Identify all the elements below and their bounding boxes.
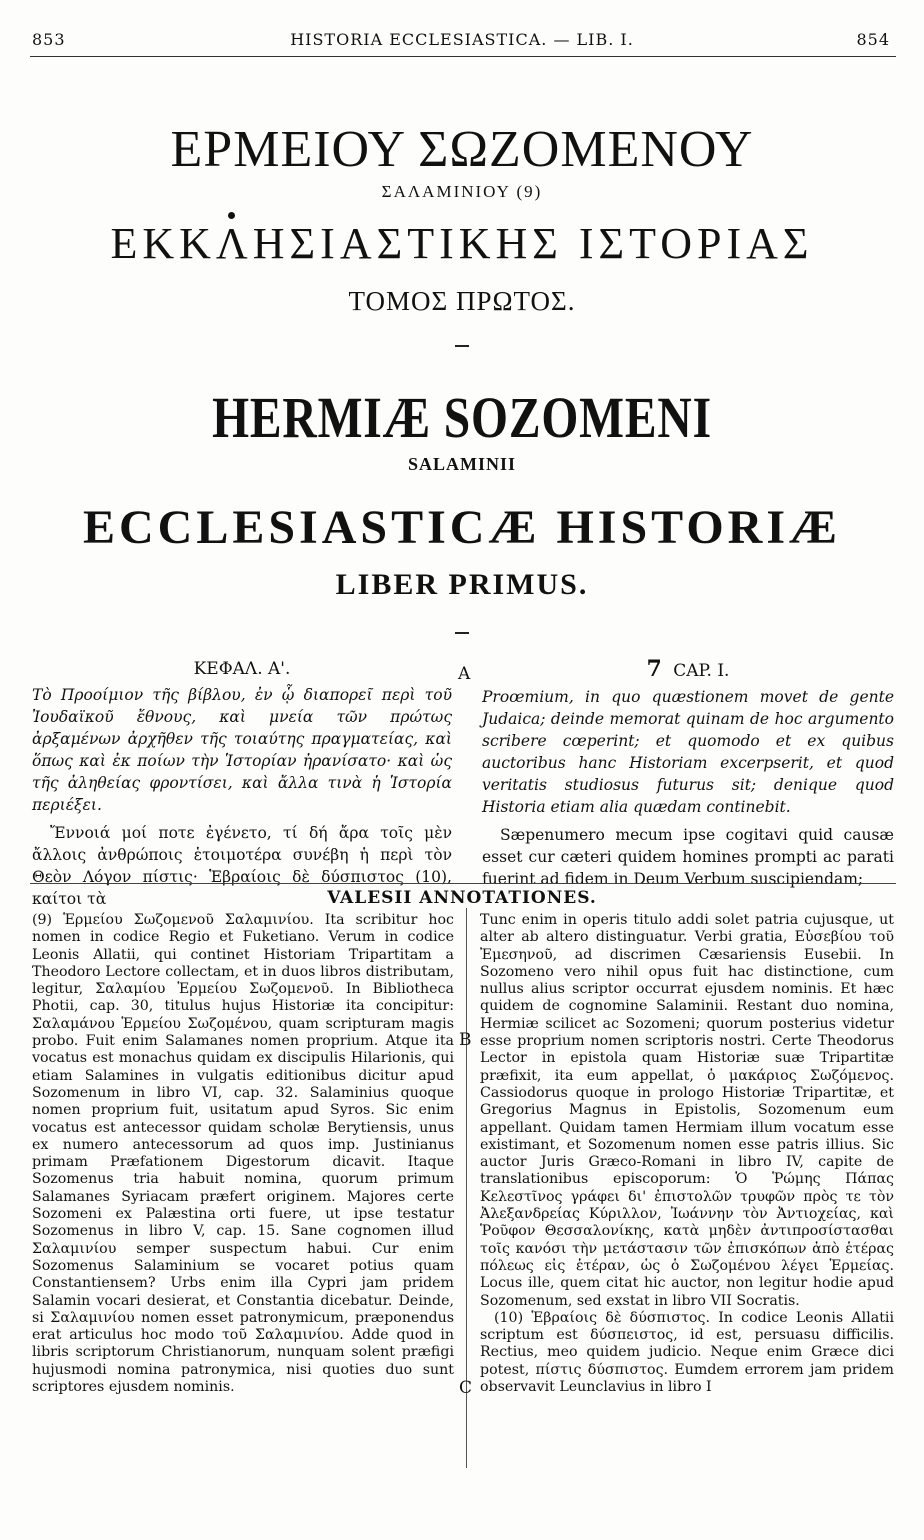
annotation-left-column (32, 912, 454, 1396)
header-rule (30, 56, 896, 57)
greek-column (32, 658, 452, 910)
annotations-heading: VALESII ANNOTATIONES. (327, 888, 597, 908)
running-title: HISTORIA ECCLESIASTICA. — LIB. I. (290, 30, 634, 49)
latin-chapter-text: Sæpenumero mecum ipse cogitavi quid causæ esset cur cæteri quidem homines prompti ac parati fuerint ad fidem in Deum Verbum suscipiendam; (482, 826, 894, 888)
greek-volume: ΤΟΜΟΣ ΠΡΩΤΟΣ. (348, 286, 576, 316)
running-head (0, 30, 924, 54)
greek-origin: ΣΑΛΑΜΙΝΙΟΥ (9) (381, 182, 543, 201)
greek-chapter-summary: Τὸ Προοίμιον τῆς βίβλου, ἐν ᾧ διαπορεῖ περὶ τοῦ Ἰουδαϊκοῦ ἔθνους, καὶ μνεία τῶν πρώτως ἀρξαμένων ἀρχῆθεν τῆς τοιαύτης πραγματείας, καὶ ὅπως καὶ ἐκ ποίων τὴν Ἱστορίαν ἠρανίσατο· καὶ ὡς τῆς ἀληθείας φροντίσει, καὶ ἄλλα τινὰ ἡ Ἱστορία περιέξει. (32, 686, 452, 814)
latin-chapter-heading-row (482, 658, 894, 682)
latin-origin: SALAMINII (407, 454, 517, 474)
latin-column (482, 658, 894, 890)
latin-work-title: ECCLESIASTICÆ HISTORIÆ (82, 501, 841, 554)
latin-chapter-summary: Proœmium, in quo quæstionem movet de gente Judaica; deinde memorat quinam de hoc argumento scribere cœperint; et quomodo et ex quibus auctoribus hanc Historiam excerpserit, et quod veritatis studiosus futurus sit; denique quod Historia etiam alia quædam continebit. (482, 688, 894, 816)
annotation-10: (10) Ἑβραίοις δὲ δύσπιστος. In codice Leonis Allatii scriptum est δύσπειστος, id est, persuasu difficilis. Rectius, meo quidem judicio. Neque enim Græce dici potest, πίστις δύσπιστος. Eumdem errorem jam pridem observavit Leunclavius in libro I (480, 1309, 894, 1396)
greek-chapter-heading: ΚΕΦΑΛ. Α'. (193, 659, 291, 679)
latin-author-title: HERMIÆ SOZOMENI (212, 385, 712, 450)
annotation-right-column (480, 912, 894, 1396)
annotations-rule (30, 883, 896, 884)
greek-work-title: ΕΚΚΛΗΣΙΑΣΤΙΚΗΣ ΙΣΤΟΡΙΑΣ (110, 219, 814, 268)
column-marker-a: A (458, 664, 471, 684)
column-marker-c: C (459, 1378, 473, 1398)
latin-chapter-heading: CAP. I. (673, 661, 730, 681)
page-number-right: 854 (856, 30, 890, 49)
annotation-9-continued: Tunc enim in operis titulo addi solet patria cujusque, ut alter ab altero distinguatur. Verbi gratia, Εὐσεβίου τοῦ Ἐμεσηνοῦ, ad discrimen Cæsariensis Eusebii. In Sozomeno vero nihil opus fuit hac distinctione, cum nullus alius scriptor occurrat ejusdem nominis. Et hæc quidem de cognomine Salaminii. Restant duo nomina, Hermiæ scilicet ac Sozomeni; quorum posterius videtur esse proprium nomen scriptoris nostri. Certe Theodorus Lector in epistola quam Historiæ suæ Tripartitæ præfixit, ita eum appellat, ὁ μακάριος Σωζόμενος. Cassiodorus quoque in prologo Historiæ Tripartitæ, et Gregorius Magnus in Epistolis, Sozomenum eum appellant. Quidam tamen Hermiam illum vocatum esse existimant, et Sozomenum nomen esse patris illius. Sic auctor Juris Græco-Romani in libro IV, capite de translationibus episcoporum: Ὁ Ῥώμης Πάπας Κελεστῖνος γράφει δι' ἐπιστολῶν τρυφῶν πρὸς τε τὸν Ἀλεξανδρείας Κύριλλον, Ἰωάννην τὸν Ἀντιοχείας, καὶ Ῥοῦφον Θεσσαλονίκης, κατὰ μηδὲν ἀντιπροσίστασθαι τοῖς κανόσι τὴν μετάστασιν τῶν ἐπισκόπων ἀπὸ ἑτέρας πόλεως εἰς ἑτέραν, ὡς ὁ Σωζομένου λέγει Ἑρμείας. Locus ille, quem citat hic auctor, non legitur hodie apud Sozomenum, sed exstat in libro VII Socratis. (480, 912, 894, 1309)
title-divider (455, 345, 469, 347)
greek-chapter-text: Ἔννοιά μοί ποτε ἐγένετο, τί δή ἄρα τοῖς μὲν ἄλλοις ἀνθρώποις ἑτοιμοτέρα συνέβη ἡ περὶ τὸν Θεὸν Λόγον πίστις· Ἑβραίοις δὲ δύσπιστος (10), καίτοι τὰ (32, 824, 452, 908)
greek-author-title: ΕΡΜΕΙΟΥ ΣΩΖΟΜΕΝΟΥ (170, 121, 754, 178)
column-marker-b: B (459, 1030, 472, 1050)
latin-book: LIBER PRIMUS. (335, 568, 589, 601)
annotation-9: (9) Ἑρμείου Σωζομενοῦ Σαλαμινίου. Ita scribitur hoc nomen in codice Regio et Fuketiano. Verum in codice Leonis Allatii, qui continet Historiam Tripartitam a Theodoro Lectore collectam, et in duos libros distributam, legitur, Σαλαμίου Ἑρμείου Σωζομενοῦ. In Bibliotheca Photii, cap. 30, titulus hujus Historiæ ita concipitur: Σαλαμάνου Ἑρμείου Σωζομένου, quam scripturam magis probo. Fuit enim Salamanes nomen proprium. Atque ita vocatus est monachus quidam ex discipulis Hilarionis, qui etiam Salamines in vulgatis editionibus dicitur apud Sozomenum in libro VI, cap. 32. Salaminius quoque nomen proprium fuit, usitatum apud Syros. Sic enim vocatus est antecessor quidam scholæ Berytiensis, unus ex numero antecessorum ad quos imp. Justinianus primam Præfationem Digestorum dicavit. Itaque Sozomenus tria habuit nomina, quorum primum Salamanes Syriacam præfert originem. Majores certe Sozomeni ex Palæstina orti fuere, ut ipse testatur Sozomenus in libro V, cap. 15. Sane cognomen illud Σαλαμινίου semper suspectum habui. Cur enim Sozomenus Salaminium se vocaret potius quam Constantiensem? Urbs enim illa Cypri jam pridem Salamin vocari desierat, et Constantia dicebatur. Deinde, si Σαλαμινίου nomen esset patronymicum, præponendus erat articulus hoc modo τοῦ Σαλαμινίου. Adde quod in libris scriptorum Christianorum, nunquam solent præfigi hujusmodi nomina patronymica, nisi quoties duo sunt scriptores ejusdem nominis. (32, 912, 454, 1396)
page-number-left: 853 (32, 30, 66, 49)
latin-chapter-number: 7 (646, 656, 662, 682)
section-divider (455, 632, 469, 634)
